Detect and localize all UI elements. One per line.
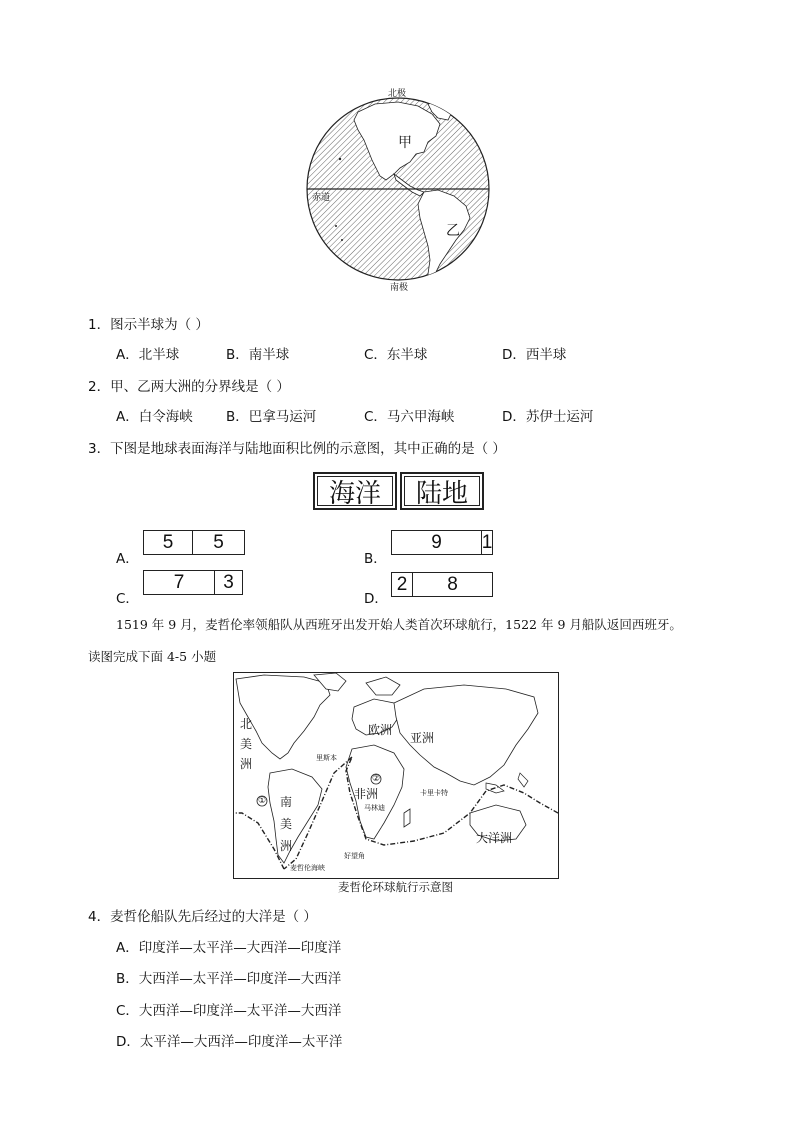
q4-option-b[interactable]: B．大西洋—太平洋—印度洋—大西洋 (116, 971, 342, 987)
q4-option-d[interactable]: D．太平洋—大西洋—印度洋—太平洋 (116, 1034, 343, 1050)
q3-c-ocean-value: 7 (173, 571, 185, 593)
q3-option-c-bar[interactable] (143, 570, 243, 595)
equator-label: 赤道 (312, 193, 331, 203)
map-label-europe: 欧洲 (368, 723, 393, 737)
map-marker-2: ② (372, 774, 381, 784)
map-label-south-america-3: 洲 (280, 839, 293, 853)
map-label-malindi: 马林迪 (364, 804, 385, 812)
q3-a-land-value: 5 (213, 531, 224, 553)
question-4: 4．麦哲伦船队先后经过的大洋是（ ） (88, 909, 317, 925)
map-label-south-america-1: 南 (280, 795, 293, 809)
q3-d-land-value: 8 (447, 573, 458, 595)
south-pole-label: 南极 (390, 283, 409, 293)
map-marker-1: ① (258, 796, 267, 806)
q2-option-c[interactable]: C．马六甲海峡 (364, 409, 455, 425)
q1-option-c[interactable]: C．东半球 (364, 347, 428, 363)
question-1: 1．图示半球为（ ） (88, 317, 209, 333)
q3-b-ocean-value: 9 (431, 531, 442, 553)
hemisphere-globe-graphic (300, 84, 496, 294)
q4-option-c[interactable]: C．大西洋—印度洋—太平洋—大西洋 (116, 1003, 342, 1019)
question-3: 3．下图是地球表面海洋与陆地面积比例的示意图，其中正确的是（ ） (88, 441, 506, 457)
q3-option-a-bar[interactable] (143, 530, 245, 555)
map-label-lisbon: 里斯本 (316, 754, 337, 762)
q1-option-a[interactable]: A．北半球 (116, 347, 180, 363)
legend-ocean-text: 海洋 (328, 478, 381, 509)
continent-jia-label: 甲 (398, 135, 412, 151)
map-label-calicut: 卡里卡特 (420, 789, 448, 797)
q2-option-b[interactable]: B．巴拿马运河 (226, 409, 317, 425)
legend-land (400, 472, 484, 510)
map-label-africa: 非洲 (354, 787, 379, 801)
instruction-text: 读图完成下面 4-5 小题 (88, 649, 217, 664)
map-label-asia: 亚洲 (410, 731, 435, 745)
question-2: 2．甲、乙两大洲的分界线是（ ） (88, 379, 290, 395)
map-label-north-america-2: 美 (240, 737, 253, 751)
map-label-north-america-3: 洲 (240, 757, 253, 771)
map-label-strait: 麦哲伦海峡 (290, 864, 325, 872)
q3-option-d-bar[interactable] (391, 572, 493, 597)
passage-text: 1519 年 9 月，麦哲伦率领船队从西班牙出发开始人类首次环球航行，1522 年 9 月船队返回西班牙。 (116, 617, 682, 632)
q1-option-b[interactable]: B．南半球 (226, 347, 290, 363)
q3-b-land-value: 1 (481, 531, 493, 553)
q1-option-d[interactable]: D．西半球 (502, 347, 567, 363)
legend-ocean (313, 472, 397, 510)
q3-option-b-bar[interactable] (391, 530, 493, 555)
q2-option-d[interactable]: D．苏伊士运河 (502, 409, 594, 425)
map-label-south-america-2: 美 (280, 817, 293, 831)
magellan-route-map (233, 672, 559, 879)
map-label-oceania: 大洋洲 (476, 831, 513, 845)
q3-d-ocean-value: 2 (396, 573, 408, 595)
q4-option-a[interactable]: A．印度洋—太平洋—大西洋—印度洋 (116, 940, 342, 956)
q2-option-a[interactable]: A．白令海峡 (116, 409, 193, 425)
legend-land-text: 陆地 (415, 478, 468, 509)
map-label-north-america-1: 北 (240, 717, 253, 731)
map-label-cape: 好望角 (344, 852, 365, 860)
q3-option-d-label[interactable]: D． (364, 591, 388, 607)
q3-c-land-value: 3 (223, 571, 234, 593)
q3-option-c-label[interactable]: C． (116, 591, 139, 607)
q3-a-ocean-value: 5 (162, 531, 174, 553)
hemisphere-figure (300, 84, 496, 294)
q3-option-a-label[interactable]: A． (116, 551, 139, 567)
q3-option-b-label[interactable]: B． (364, 551, 387, 567)
continent-yi-label: 乙 (446, 223, 460, 239)
map-caption: 麦哲伦环球航行示意图 (338, 880, 453, 894)
north-pole-label: 北极 (388, 89, 407, 99)
